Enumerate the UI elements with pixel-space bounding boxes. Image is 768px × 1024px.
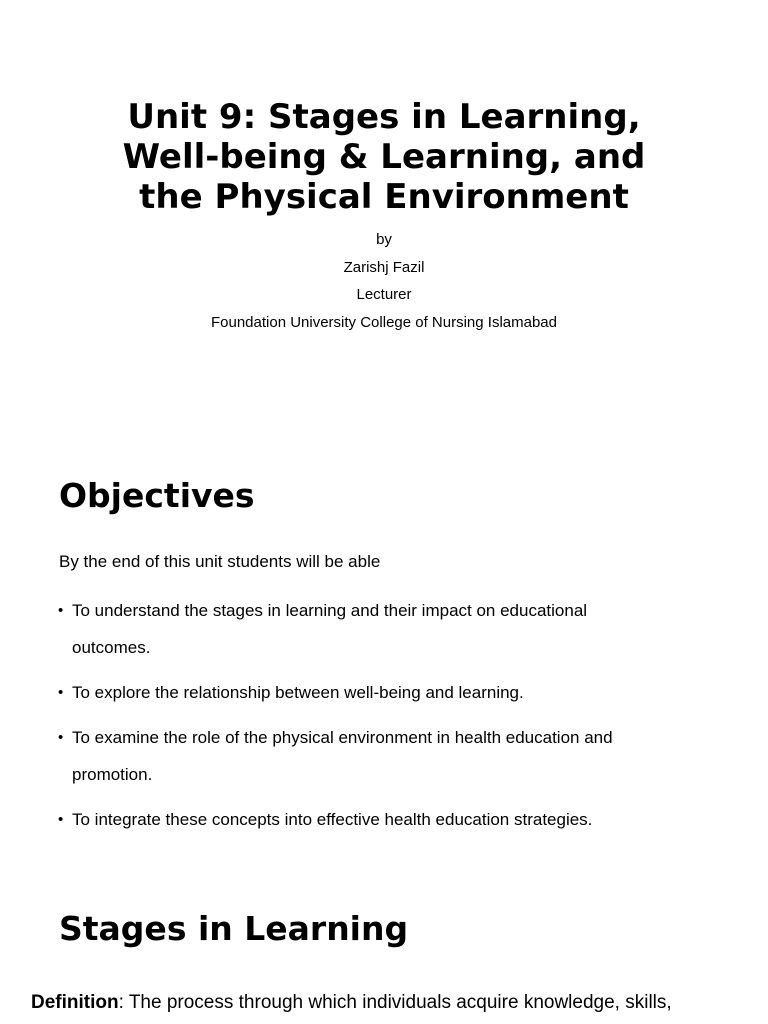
bullet-icon: • bbox=[58, 811, 64, 828]
author-block bbox=[84, 226, 684, 336]
stages-heading: Stages in Learning bbox=[59, 909, 409, 948]
list-item bbox=[58, 674, 708, 711]
list-item bbox=[58, 719, 708, 793]
author-name: Zarishj Fazil bbox=[343, 258, 425, 276]
list-item-text: To understand the stages in learning and their impact on educational bbox=[72, 601, 588, 620]
objectives-intro: By the end of this unit students will be able bbox=[59, 552, 381, 571]
document-title bbox=[60, 97, 708, 217]
bullet-icon: • bbox=[58, 602, 64, 619]
objectives-list bbox=[58, 592, 708, 846]
list-item-text-continued: outcomes. bbox=[72, 638, 151, 657]
list-item-text-continued: promotion. bbox=[72, 765, 153, 784]
author-by: by bbox=[376, 231, 392, 248]
title-line-1: Unit 9: Stages in Learning, bbox=[127, 97, 641, 137]
list-item-text: To integrate these concepts into effective health education strategies. bbox=[72, 810, 593, 829]
list-item bbox=[58, 592, 708, 666]
author-institution: Foundation University College of Nursing Islamabad bbox=[210, 313, 557, 331]
list-item-text: To examine the role of the physical environment in health education and bbox=[72, 728, 613, 747]
bullet-icon: • bbox=[58, 684, 64, 701]
title-line-3: the Physical Environment bbox=[139, 177, 629, 217]
definition-term: Definition bbox=[31, 992, 119, 1013]
list-item bbox=[58, 801, 708, 838]
definition-text: : The process through which individuals acquire knowledge, skills, bbox=[118, 992, 672, 1013]
objectives-heading: Objectives bbox=[59, 476, 255, 515]
bullet-icon: • bbox=[58, 729, 64, 746]
definition-paragraph bbox=[31, 988, 751, 1018]
title-line-2: Well-being & Learning, and bbox=[122, 137, 646, 177]
list-item-text: To explore the relationship between well-being and learning. bbox=[72, 683, 524, 702]
author-role: Lecturer bbox=[356, 286, 412, 303]
